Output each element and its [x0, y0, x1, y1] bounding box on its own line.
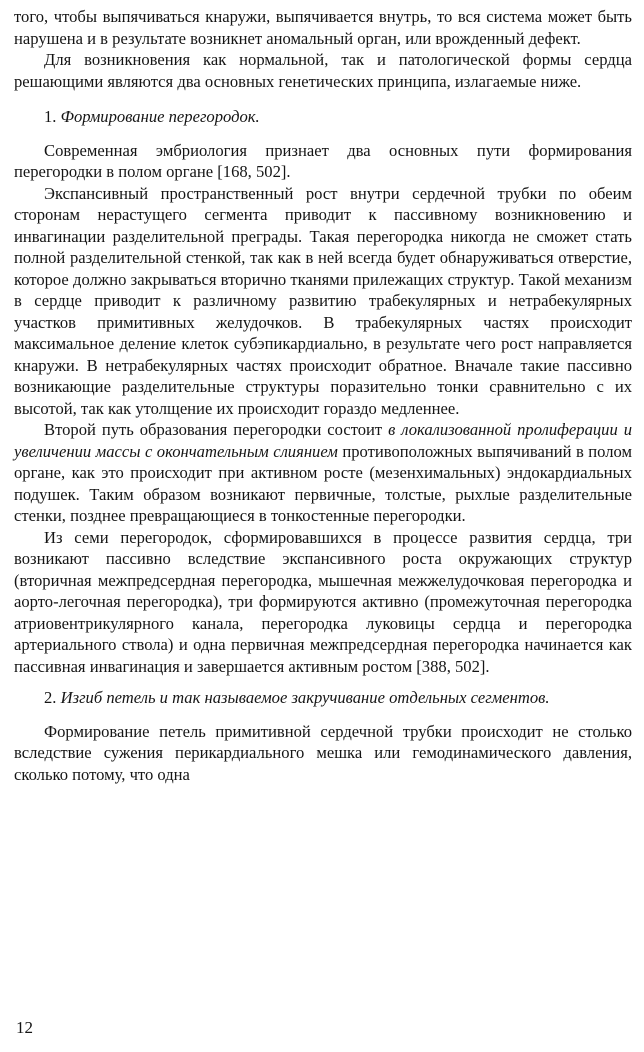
paragraph-second-path	[14, 419, 632, 527]
section-number: 2.	[44, 688, 57, 707]
section-title: Изгиб петель и так называемое закручивание отдельных сегментов.	[60, 688, 550, 707]
text-run: Второй путь образования перегородки состоит	[44, 420, 389, 439]
section-title: Формирование перегородок.	[60, 107, 260, 126]
paragraph-expansive-growth: Экспансивный пространственный рост внутри сердечной трубки по обеим сторонам нерастущего сегмента приводит к пассивному возникновению и инвагинации разделительной преграды. Такая перегородка никогда не сможет стать полной разделительной стенкой, так как в ней всегда будет обнаруживаться отверстие, которое должно закрываться вторично тканями прилежащих структур. Такой механизм в сердце приводит к различному развитию трабекулярных и нетрабекулярных участков примитивных желудочков. В трабекулярных частях происходит максимальное деление клеток субэпикардиально, в результате чего рост направляется кнаружи. В нетрабекулярных частях происходит обратное. Вначале такие пассивно возникающие разделительные структуры поразительно тонки сравнительно с их высотой, так как утолщение их происходит гораздо медленнее.	[14, 183, 632, 418]
document-page	[14, 6, 632, 785]
section-number: 1.	[44, 107, 57, 126]
paragraph-seven-septa: Из семи перегородок, сформировавшихся в процессе развития сердца, три возникают пассивно вследствие экспансивного роста окружающих структур (вторичная межпредсердная перегородка, мышечная межжелудочковая перегородка и аорто-легочная перегородка), три формируются активно (промежуточная перегородка атриовентрикулярного канала, перегородка луковицы сердца и перегородка артериального ствола) и одна первичная межпредсердная перегородка начинается как пассивная инвагинация и завершается активным ростом [388, 502].	[14, 527, 632, 676]
emphasis-text: в локализованной пролиферации и увеличении массы с окончательным слиянием	[14, 420, 633, 461]
text-run: противоположных выпячиваний в полом органе, как это происходит при активном росте (мезенхимальных) эндокардиальных подушек. Таким образом возникают первичные, толстые, рыхлые разделительные стенки, позднее превращающиеся в тонкостенные перегородки.	[14, 441, 632, 525]
section-heading-1	[44, 106, 632, 128]
paragraph-intro-principles: Для возникновения как нормальной, так и патологической формы сердца решающими являются два основных генетических принципа, излагаемые ниже.	[14, 50, 632, 91]
paragraph-loop-formation: Формирование петель примитивной сердечной трубки происходит не столько вследствие сужения перикардиального мешка или гемодинамического давления, сколько потому, что одна	[14, 721, 632, 784]
paragraph-two-paths: Современная эмбриология признает два основных пути формирования перегородки в полом органе [168, 502].	[14, 140, 632, 181]
paragraph-intro-continuation: того, чтобы выпячиваться кнаружи, выпячивается внутрь, то вся система может быть нарушена и в результате возникнет аномальный орган, или врожденный дефект.	[14, 7, 632, 48]
section-heading-2	[44, 687, 632, 709]
page-number: 12	[16, 1018, 33, 1037]
